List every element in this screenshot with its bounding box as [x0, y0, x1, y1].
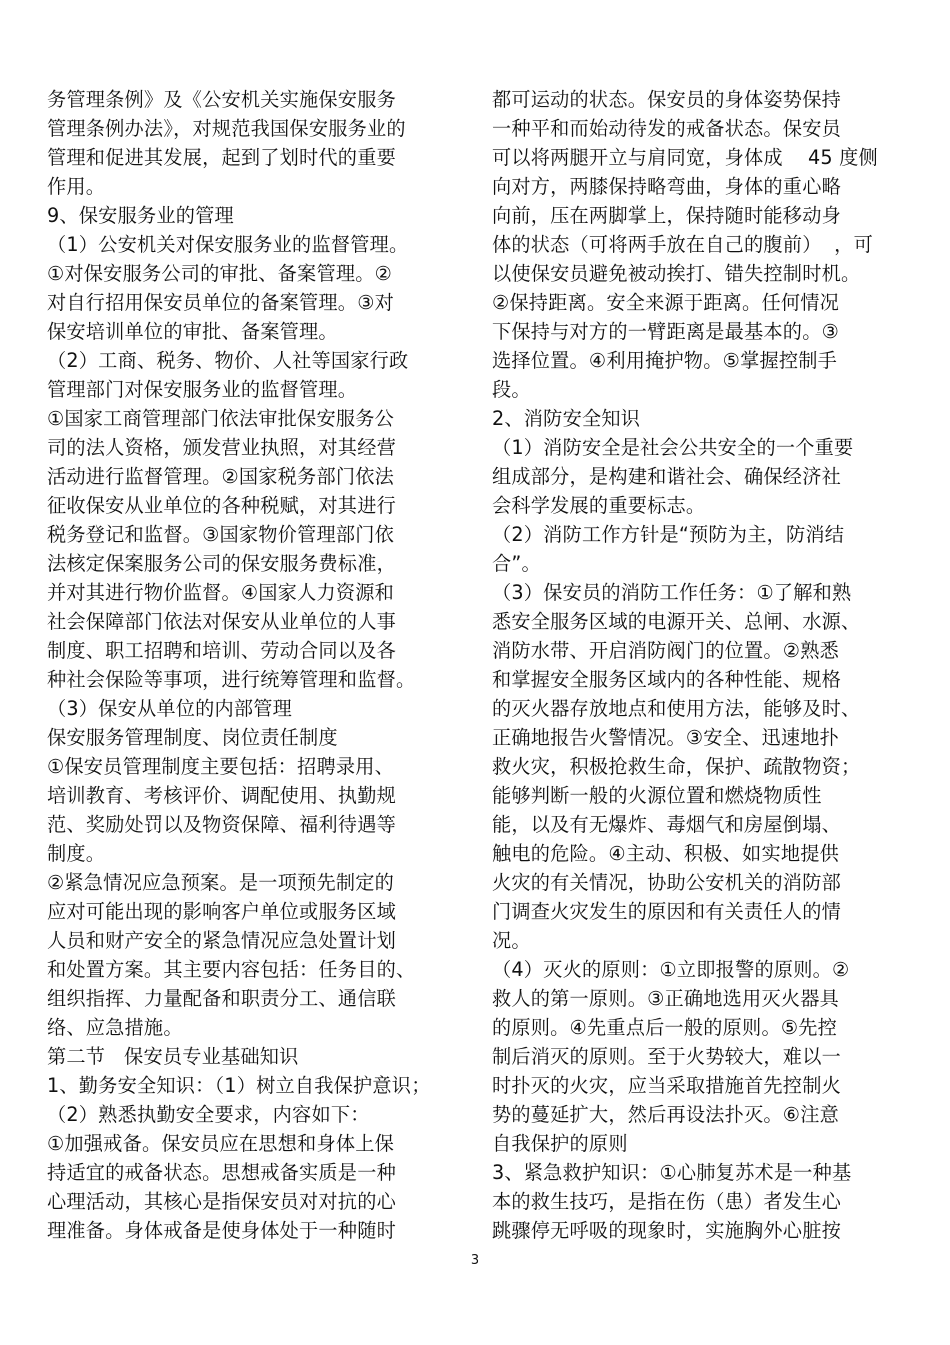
text-line: ①国家工商管理部门依法审批保安服务公 — [47, 407, 394, 430]
text-line: 和处置方案。其主要内容包括：任务目的、 — [47, 958, 416, 981]
text-line: 制后消灭的原则。至于火势较大，难以一 — [492, 1045, 841, 1068]
text-line: 和掌握安全服务区域内的各种性能、规格 — [492, 668, 841, 691]
text-line: 9、保安服务业的管理 — [47, 204, 234, 227]
text-line: ①加强戒备。保安员应在思想和身体上保 — [47, 1132, 394, 1155]
text-line: 体的状态（可将两手放在自己的腹前） ，可 — [492, 233, 873, 256]
text-line: 组织指挥、力量配备和职责分工、通信联 — [47, 987, 396, 1010]
text-line: 范、奖励处罚以及物资保障、福利待遇等 — [47, 813, 396, 836]
text-line: 向对方，两膝保持略弯曲，身体的重心略 — [492, 175, 841, 198]
text-line: （1）公安机关对保安服务业的监督管理。 — [47, 233, 409, 256]
text-line: 第二节 保安员专业基础知识 — [47, 1045, 299, 1068]
text-line: 心理活动，其核心是指保安员对对抗的心 — [47, 1190, 396, 1213]
text-line: 培训教育、考核评价、调配使用、执勤规 — [47, 784, 396, 807]
text-line: （4）灭火的原则：①立即报警的原则。② — [492, 958, 850, 981]
page-number: 3 — [470, 1253, 480, 1268]
text-line: 门调查火灾发生的原因和有关责任人的情 — [492, 900, 841, 923]
text-line: 制度、职工招聘和培训、劳动合同以及各 — [47, 639, 396, 662]
text-line: 作用。 — [47, 175, 106, 198]
text-line: 法核定保案服务公司的保安服务费标准， — [47, 552, 396, 575]
text-line: 征收保安从业单位的各种税赋，对其进行 — [47, 494, 396, 517]
text-line: （2）熟悉执勤安全要求，内容如下： — [47, 1103, 370, 1126]
text-line: ②紧急情况应急预案。是一项预先制定的 — [47, 871, 394, 894]
text-line: 保安培训单位的审批、备案管理。 — [47, 320, 338, 343]
text-line: 正确地报告火警情况。③安全、迅速地扑 — [492, 726, 839, 749]
text-line: 对自行招用保安员单位的备案管理。③对 — [47, 291, 394, 314]
text-line: 可以将两腿开立与肩同宽，身体成 45 度侧 — [492, 146, 878, 169]
text-line: 自我保护的原则 — [492, 1132, 628, 1155]
text-line: 组成部分，是构建和谐社会、确保经济社 — [492, 465, 841, 488]
text-line: ①保安员管理制度主要包括：招聘录用、 — [47, 755, 394, 778]
text-line: 况。 — [492, 929, 531, 952]
text-line: 消防水带、开启消防阀门的位置。②熟悉 — [492, 639, 839, 662]
text-line: （2）工商、税务、物价、人社等国家行政 — [47, 349, 409, 372]
text-line: （3）保安从单位的内部管理 — [47, 697, 293, 720]
text-line: 制度。 — [47, 842, 106, 865]
text-line: 管理条例办法》，对规范我国保安服务业的 — [47, 117, 406, 140]
text-line: 一种平和而始动待发的戒备状态。保安员 — [492, 117, 841, 140]
text-line: 务管理条例》及《公安机关实施保安服务 — [47, 88, 396, 111]
text-line: ②保持距离。安全来源于距离。任何情况 — [492, 291, 839, 314]
text-line: 救人的第一原则。③正确地选用灭火器具 — [492, 987, 839, 1010]
text-line: 管理部门对保安服务业的监督管理。 — [47, 378, 358, 401]
text-line: 跳骤停无呼吸的现象时，实施胸外心脏按 — [492, 1219, 841, 1242]
text-line: 都可运动的状态。保安员的身体姿势保持 — [492, 88, 841, 111]
text-line: 应对可能出现的影响客户单位或服务区域 — [47, 900, 396, 923]
text-line: 络、应急措施。 — [47, 1016, 183, 1039]
text-line: 段。 — [492, 378, 531, 401]
text-line: 向前，压在两脚掌上，保持随时能移动身 — [492, 204, 841, 227]
text-line: 保安服务管理制度、岗位责任制度 — [47, 726, 338, 749]
text-line: 社会保障部门依法对保安从业单位的人事 — [47, 610, 396, 633]
text-line: 会科学发展的重要标志。 — [492, 494, 706, 517]
text-line: 救火灾，积极抢救生命，保护、疏散物资； — [492, 755, 861, 778]
text-line: 1、勤务安全知识：（1）树立自我保护意识； — [47, 1074, 431, 1097]
text-line: 能，以及有无爆炸、毒烟气和房屋倒塌、 — [492, 813, 841, 836]
text-line: 时扑灭的火灾，应当采取措施首先控制火 — [492, 1074, 841, 1097]
text-line: 触电的危险。④主动、积极、如实地提供 — [492, 842, 839, 865]
text-line: 3、紧急救护知识：①心肺复苏术是一种基 — [492, 1161, 852, 1184]
text-line: 活动进行监督管理。②国家税务部门依法 — [47, 465, 394, 488]
text-line: 持适宜的戒备状态。思想戒备实质是一种 — [47, 1161, 396, 1184]
text-line: 理准备。身体戒备是使身体处于一种随时 — [47, 1219, 396, 1242]
left-column — [47, 85, 467, 1245]
text-line: 选择位置。④利用掩护物。⑤掌握控制手 — [492, 349, 838, 372]
text-line: 并对其进行物价监督。④国家人力资源和 — [47, 581, 394, 604]
text-line: 势的蔓延扩大，然后再设法扑灭。⑥注意 — [492, 1103, 839, 1126]
text-line: （1）消防安全是社会公共安全的一个重要 — [492, 436, 854, 459]
text-line: 种社会保险等事项，进行统筹管理和监督。 — [47, 668, 416, 691]
text-line: 的原则。④先重点后一般的原则。⑤先控 — [492, 1016, 838, 1039]
text-line: 以使保安员避免被动挨打、错失控制时机。 — [492, 262, 861, 285]
text-line: 能够判断一般的火源位置和燃烧物质性 — [492, 784, 822, 807]
text-line: 税务登记和监督。③国家物价管理部门依 — [47, 523, 394, 546]
text-line: 合”。 — [492, 552, 541, 575]
text-line: 本的救生技巧，是指在伤（患）者发生心 — [492, 1190, 841, 1213]
text-line: 司的法人资格，颁发营业执照，对其经营 — [47, 436, 396, 459]
text-line: 管理和促进其发展，起到了划时代的重要 — [47, 146, 396, 169]
text-line: （3）保安员的消防工作任务：①了解和熟 — [492, 581, 852, 604]
right-column — [492, 85, 912, 1245]
text-line: 2、消防安全知识 — [492, 407, 641, 430]
text-line: 悉安全服务区域的电源开关、总闸、水源、 — [492, 610, 861, 633]
text-line: 下保持与对方的一臂距离是最基本的。③ — [492, 320, 839, 343]
text-line: 人员和财产安全的紧急情况应急处置计划 — [47, 929, 396, 952]
text-line: 火灾的有关情况，协助公安机关的消防部 — [492, 871, 841, 894]
text-line: （2）消防工作方针是“预防为主，防消结 — [492, 523, 845, 546]
text-line: ①对保安服务公司的审批、备案管理。② — [47, 262, 393, 285]
text-line: 的灭火器存放地点和使用方法，能够及时、 — [492, 697, 861, 720]
